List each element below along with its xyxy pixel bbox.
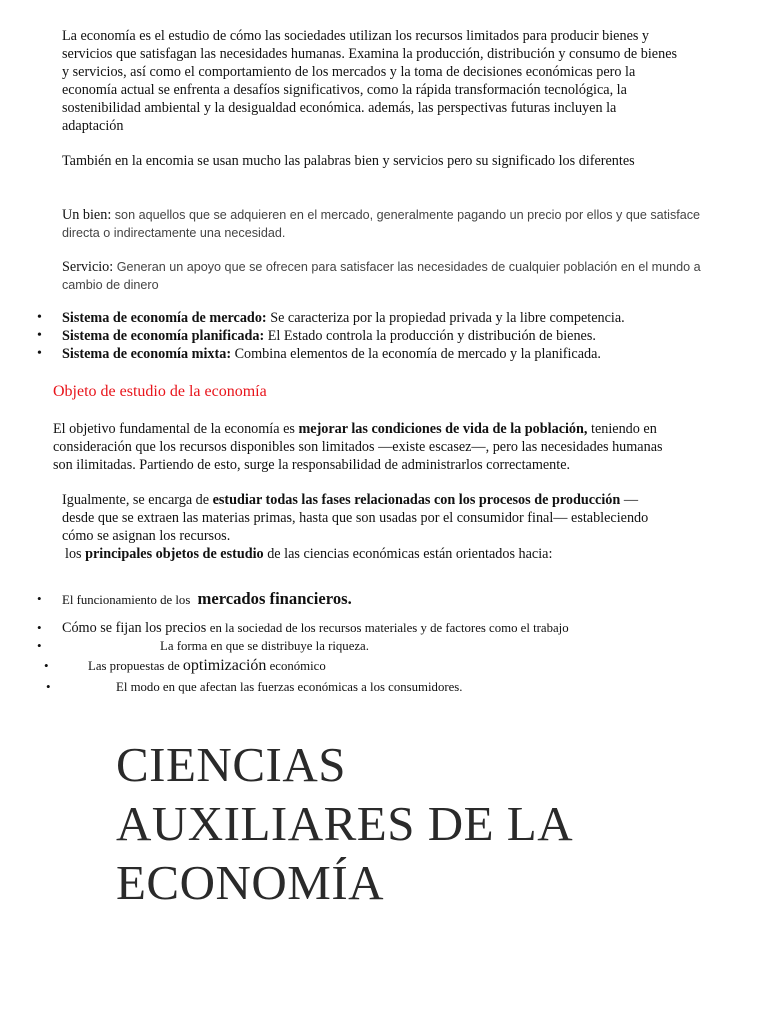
emphasis-text: estudiar todas las fases relacionadas con los procesos de producción — [212, 492, 621, 508]
system-term: Sistema de economía de mercado: — [62, 310, 267, 326]
text-run: El funcionamiento de los — [62, 593, 194, 607]
bullet-icon: • — [37, 591, 42, 606]
definition-bien — [62, 206, 702, 242]
list-item — [0, 327, 625, 345]
text-run: de las ciencias económicas están orientados hacia: — [263, 546, 553, 562]
objects-intro-line — [65, 545, 665, 563]
emphasis-text: principales objetos de estudio — [85, 546, 264, 562]
title-line: AUXILIARES DE LA — [116, 796, 574, 851]
text-run: Las propuestas de — [88, 659, 183, 673]
bullet-icon: • — [37, 346, 42, 361]
text-run: El objetivo fundamental de la economía es — [53, 421, 299, 437]
objective-paragraph — [53, 420, 668, 474]
bullet-icon: • — [37, 310, 42, 325]
emphasis-text: mercados financieros. — [197, 589, 352, 608]
definition-term: Un bien: — [62, 207, 112, 223]
bullet-icon: • — [44, 658, 49, 673]
goods-services-paragraph: También en la encomia se usan mucho las palabras bien y servicios pero su significado los diferentes — [62, 153, 635, 169]
text-run: en la sociedad de los recursos materiales y de factores como el trabajo — [209, 621, 569, 635]
system-desc: El Estado controla la producción y distribución de bienes. — [264, 328, 596, 344]
list-item — [0, 345, 625, 363]
list-item — [0, 309, 625, 327]
text-run: económico — [266, 659, 326, 673]
list-item — [0, 678, 462, 696]
text-run: La forma en que se distribuye la riqueza. — [160, 639, 369, 653]
text-run: los — [65, 546, 86, 562]
title-line: CIENCIAS — [116, 737, 346, 792]
intro-paragraph: La economía es el estudio de cómo las sociedades utilizan los recursos limitados para producir bienes y servicios que satisfagan las necesidades humanas. Examina la producción, distribución y consumo de bienes y servicios, así como el comportamiento de los mercados y la toma de decisiones económicas pero la economía actual se enfrenta a desafíos significativos, como la rápida transformación tecnológica, la sostenibilidad ambiental y la desigualdad económica. además, las perspectivas futuras incluyen la adaptación — [62, 28, 678, 134]
bullet-icon: • — [37, 328, 42, 343]
bullet-icon: • — [37, 638, 42, 653]
definition-servicio — [62, 258, 702, 294]
list-item — [0, 619, 569, 637]
economic-systems-list — [0, 309, 625, 363]
list-item — [0, 590, 352, 609]
text-run: Cómo se fijan los precios — [62, 620, 210, 636]
definition-text: son aquellos que se adquieren en el mercado, generalmente pagando un precio por ellos y que satisface directa o indirectamente una necesidad. — [62, 208, 701, 240]
bullet-icon: • — [46, 679, 51, 694]
system-term: Sistema de economía planificada: — [62, 328, 265, 344]
definition-term: Servicio: — [62, 259, 114, 275]
system-term: Sistema de economía mixta: — [62, 346, 232, 362]
bullet-icon: • — [37, 620, 42, 635]
definition-text: Generan un apoyo que se ofrecen para satisfacer las necesidades de cualquier población en el mundo a cambio de dinero — [62, 260, 701, 292]
text-run: teniendo en consideración que los recursos disponibles son limitados —existe escasez—, pero las necesidades humanas son ilimitadas. Partiendo de esto, surge la responsabilidad de administrarlos correctamente. — [53, 421, 663, 473]
emphasis-text: mejorar las condiciones de vida de la población, — [298, 421, 588, 437]
list-item — [0, 657, 326, 675]
title-line: ECONOMÍA — [116, 855, 385, 910]
emphasis-text: optimización — [182, 657, 267, 674]
section-heading: Objeto de estudio de la economía — [53, 383, 267, 400]
system-desc: Combina elementos de la economía de mercado y la planificada. — [231, 346, 601, 362]
text-run: Igualmente, se encarga de — [62, 492, 213, 508]
text-run: —desde que se extraen las materias primas, hasta que son usadas por el consumidor final— estableciendo cómo se asignan los recursos. — [62, 492, 649, 544]
production-paragraph — [62, 491, 662, 545]
system-desc: Se caracteriza por la propiedad privada y la libre competencia. — [266, 310, 625, 326]
text-run: El modo en que afectan las fuerzas económicas a los consumidores. — [116, 680, 463, 694]
page-title — [116, 735, 716, 912]
list-item — [0, 637, 369, 655]
